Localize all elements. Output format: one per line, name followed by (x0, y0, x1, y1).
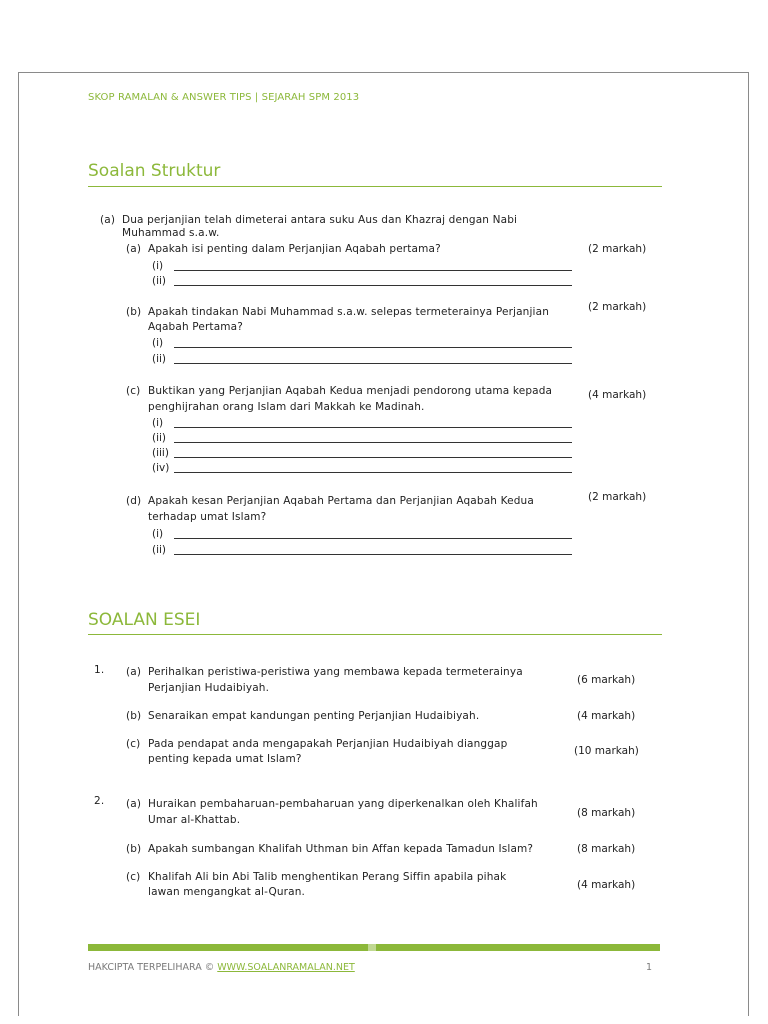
intro-text: Muhammad s.a.w. (122, 227, 220, 239)
answer-label: (ii) (152, 432, 167, 444)
website-link[interactable]: WWW.SOALANRAMALAN.NET (217, 962, 355, 973)
section-title-struktur: Soalan Struktur (88, 161, 221, 181)
answer-label: (i) (152, 417, 164, 429)
copyright-text: HAKCIPTA TERPELIHARA © (88, 962, 215, 973)
question-text: Pada pendapat anda mengapakah Perjanjian Hudaibiyah dianggap (148, 738, 508, 750)
question-label: (a) (126, 243, 142, 255)
footer-bar-notch (368, 944, 376, 951)
question-text: penghijrahan orang Islam dari Makkah ke Madinah. (148, 401, 425, 413)
marks: (4 markah) (577, 710, 636, 722)
question-text: Apakah isi penting dalam Perjanjian Aqabah pertama? (148, 243, 441, 255)
answer-label: (ii) (152, 544, 167, 556)
intro-label: (a) (100, 214, 116, 226)
answer-label: (i) (152, 337, 164, 349)
question-text: penting kepada umat Islam? (148, 753, 302, 765)
answer-line[interactable] (152, 260, 572, 273)
answer-label: (iii) (152, 447, 169, 459)
answer-line[interactable] (152, 528, 572, 541)
marks: (4 markah) (588, 389, 647, 401)
question-number: 1. (94, 664, 105, 676)
section-divider (88, 186, 662, 187)
question-text: Umar al-Khattab. (148, 814, 241, 826)
running-header: SKOP RAMALAN & ANSWER TIPS | SEJARAH SPM 2013 (88, 92, 360, 103)
question-text: Khalifah Ali bin Abi Talib menghentikan Perang Siffin apabila pihak (148, 871, 507, 883)
answer-line[interactable] (152, 417, 572, 430)
answer-line[interactable] (152, 447, 572, 460)
marks: (2 markah) (588, 243, 647, 255)
answer-line[interactable] (152, 432, 572, 445)
marks: (10 markah) (574, 745, 639, 757)
page-number: 1 (646, 962, 653, 973)
question-text: Perihalkan peristiwa-peristiwa yang membawa kepada termeterainya (148, 666, 523, 678)
question-number: 2. (94, 795, 105, 807)
question-text: terhadap umat Islam? (148, 511, 267, 523)
question-label: (c) (126, 738, 141, 750)
question-text: Senaraikan empat kandungan penting Perjanjian Hudaibiyah. (148, 710, 480, 722)
footer-copyright (88, 962, 355, 973)
section-divider (88, 634, 662, 635)
question-text: Aqabah Pertama? (148, 321, 243, 333)
marks: (8 markah) (577, 807, 636, 819)
question-label: (b) (126, 710, 142, 722)
question-label: (c) (126, 385, 141, 397)
question-label: (a) (126, 798, 142, 810)
question-label: (b) (126, 843, 142, 855)
answer-label: (i) (152, 260, 164, 272)
question-text: Buktikan yang Perjanjian Aqabah Kedua menjadi pendorong utama kepada (148, 385, 553, 397)
answer-label: (ii) (152, 275, 167, 287)
answer-label: (iv) (152, 462, 170, 474)
marks: (6 markah) (577, 674, 636, 686)
marks: (2 markah) (588, 491, 647, 503)
marks: (2 markah) (588, 301, 647, 313)
section-title-esei: SOALAN ESEI (88, 610, 201, 630)
question-text: Apakah kesan Perjanjian Aqabah Pertama dan Perjanjian Aqabah Kedua (148, 495, 534, 507)
question-label: (a) (126, 666, 142, 678)
marks: (4 markah) (577, 879, 636, 891)
intro-text: Dua perjanjian telah dimeterai antara suku Aus dan Khazraj dengan Nabi (122, 214, 518, 226)
answer-label: (i) (152, 528, 164, 540)
answer-line[interactable] (152, 353, 572, 366)
marks: (8 markah) (577, 843, 636, 855)
question-text: Apakah sumbangan Khalifah Uthman bin Affan kepada Tamadun Islam? (148, 843, 534, 855)
question-text: Perjanjian Hudaibiyah. (148, 682, 270, 694)
question-text: lawan mengangkat al-Quran. (148, 886, 306, 898)
answer-line[interactable] (152, 275, 572, 288)
answer-line[interactable] (152, 337, 572, 350)
answer-line[interactable] (152, 462, 572, 475)
question-label: (c) (126, 871, 141, 883)
answer-line[interactable] (152, 544, 572, 557)
question-text: Apakah tindakan Nabi Muhammad s.a.w. selepas termeterainya Perjanjian (148, 306, 550, 318)
answer-label: (ii) (152, 353, 167, 365)
question-text: Huraikan pembaharuan-pembaharuan yang diperkenalkan oleh Khalifah (148, 798, 538, 810)
question-label: (b) (126, 306, 142, 318)
question-label: (d) (126, 495, 142, 507)
